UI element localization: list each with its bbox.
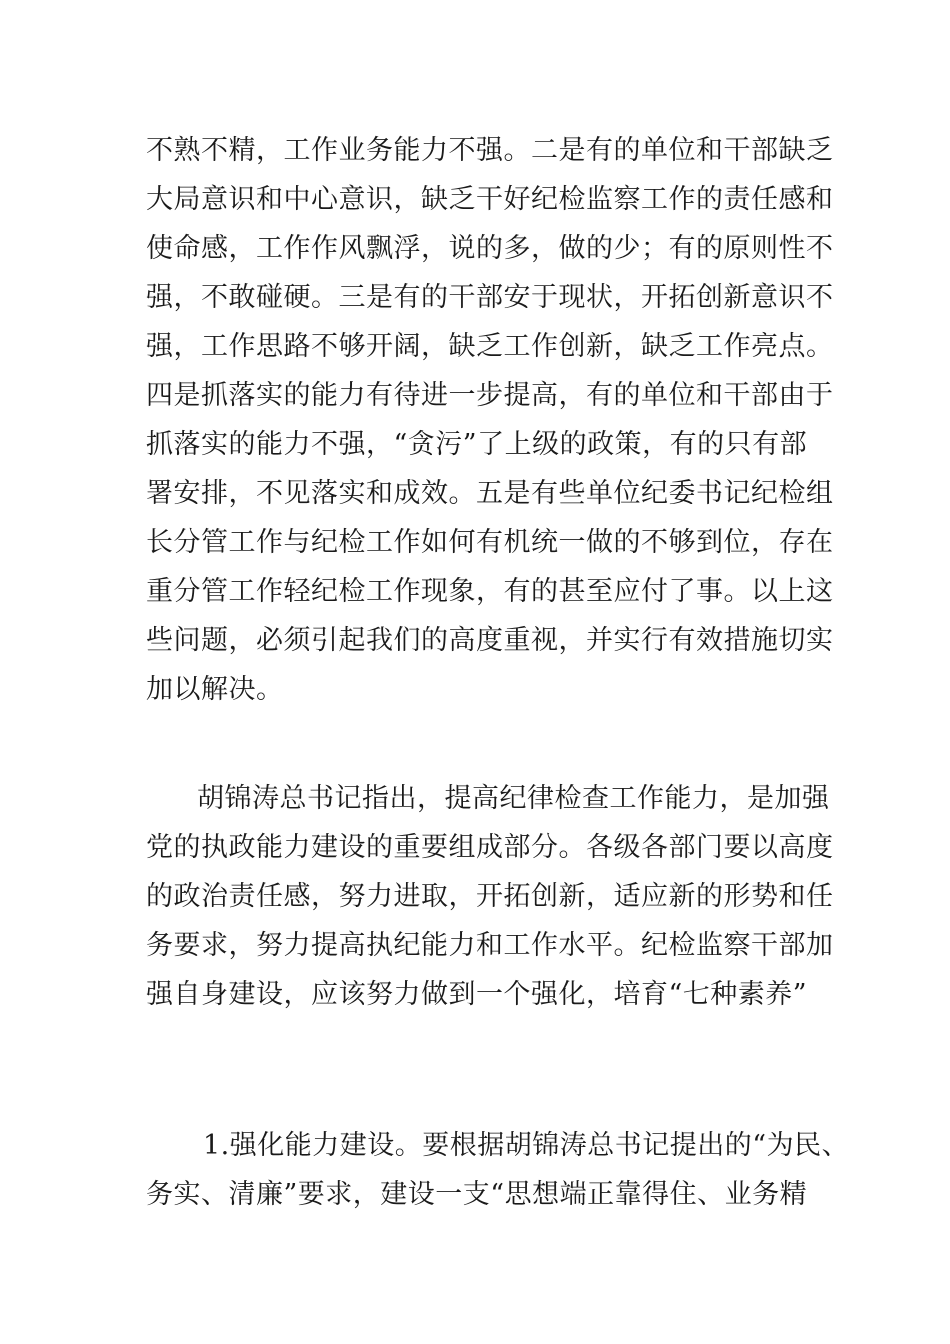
paragraph-3-line-1: 1.强化能力建设。要根据胡锦涛总书记提出的“为民、: [203, 1130, 850, 1161]
paragraph-1-line-4: 强，不敢碰硬。三是有的干部安于现状，开拓创新意识不: [146, 282, 834, 313]
paragraph-1-line-9: 长分管工作与纪检工作如何有机统一做的不够到位，存在: [146, 527, 834, 558]
paragraph-2-line-4: 务要求，努力提高执纪能力和工作水平。纪检监察干部加: [146, 930, 834, 961]
paragraph-1-line-12: 加以解决。: [146, 674, 284, 705]
paragraph-2-line-1: 胡锦涛总书记指出，提高纪律检查工作能力，是加强: [197, 783, 830, 814]
paragraph-1-line-2: 大局意识和中心意识，缺乏干好纪检监察工作的责任感和: [146, 184, 834, 215]
paragraph-1-line-3: 使命感，工作作风飘浮，说的多，做的少；有的原则性不: [146, 233, 834, 264]
paragraph-1-line-7: 抓落实的能力不强，“贪污”了上级的政策，有的只有部: [146, 429, 808, 460]
paragraph-1-line-11: 些问题，必须引起我们的高度重视，并实行有效措施切实: [146, 625, 834, 656]
paragraph-1-line-10: 重分管工作轻纪检工作现象，有的甚至应付了事。以上这: [146, 576, 834, 607]
paragraph-2-line-3: 的政治责任感，努力进取，开拓创新，适应新的形势和任: [146, 881, 834, 912]
paragraph-2-line-2: 党的执政能力建设的重要组成部分。各级各部门要以高度: [146, 832, 834, 863]
paragraph-1-line-1: 不熟不精，工作业务能力不强。二是有的单位和干部缺乏: [146, 135, 834, 166]
paragraph-1-line-6: 四是抓落实的能力有待进一步提高，有的单位和干部由于: [146, 380, 834, 411]
paragraph-1-line-5: 强，工作思路不够开阔，缺乏工作创新，缺乏工作亮点。: [146, 331, 834, 362]
paragraph-3-line-2: 务实、清廉”要求，建设一支“思想端正靠得住、业务精: [146, 1179, 808, 1210]
paragraph-2-line-5: 强自身建设，应该努力做到一个强化，培育“七种素养”: [146, 979, 808, 1010]
paragraph-1-line-8: 署安排，不见落实和成效。五是有些单位纪委书记纪检组: [146, 478, 834, 509]
